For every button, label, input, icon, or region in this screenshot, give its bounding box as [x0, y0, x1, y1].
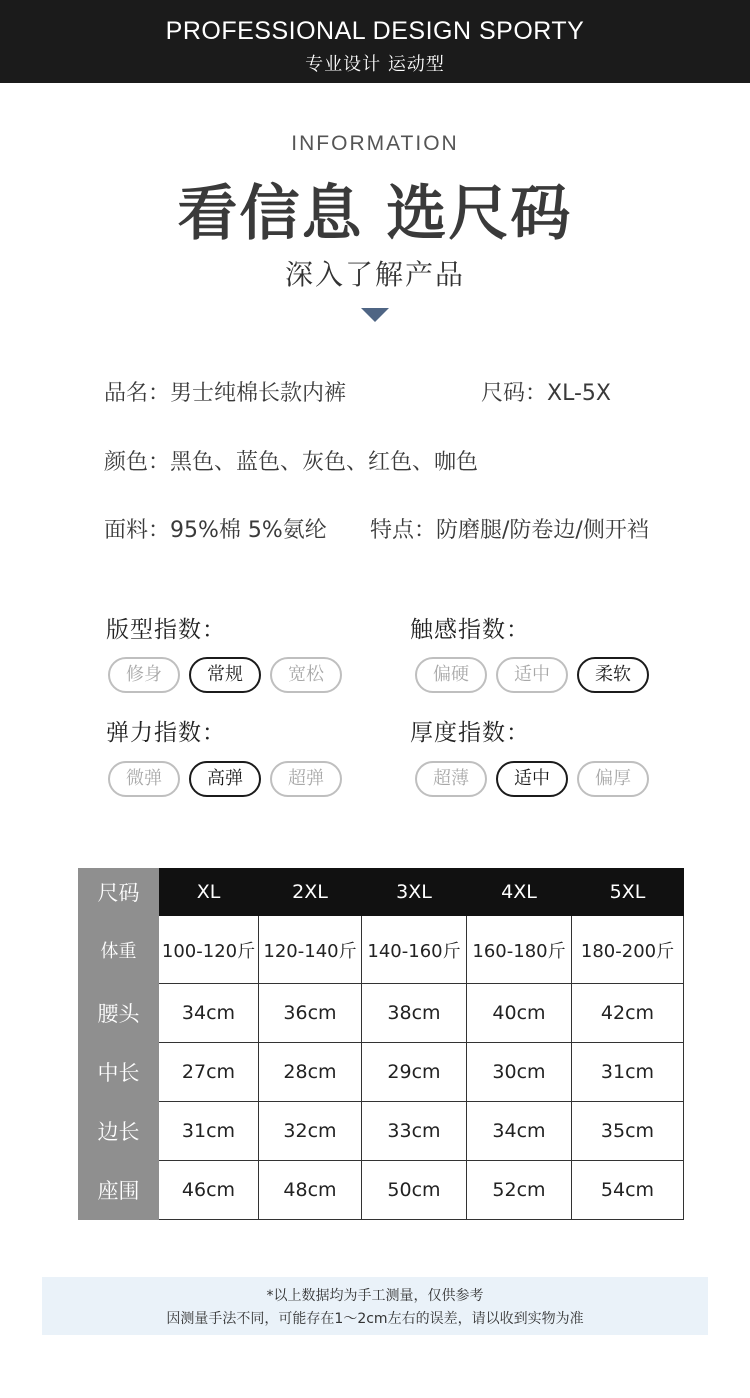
size-chart-header-row: [79, 869, 684, 916]
table-cell: 36cm: [259, 984, 362, 1043]
table-cell: 33cm: [362, 1102, 467, 1161]
elastic-option: 微弹: [108, 761, 180, 797]
row-label-cell: 体重: [79, 916, 159, 984]
product-features: 特点：防磨腿/防卷边/侧开裆: [370, 518, 649, 543]
touch-index-title: 触感指数：: [410, 617, 530, 643]
size-chart-table: [78, 868, 684, 1220]
touch-option: 偏硬: [415, 657, 487, 693]
section-title-cn: 看信息 选尺码: [177, 179, 573, 249]
fit-option: 修身: [108, 657, 180, 693]
fit-index-title: 版型指数：: [106, 617, 226, 643]
elastic-option: 高弹: [189, 761, 261, 797]
measurement-note: [42, 1277, 708, 1335]
header-title-cn: 专业设计 运动型: [305, 54, 445, 75]
table-header-cell: 尺码: [79, 869, 159, 916]
table-header-cell: 2XL: [259, 869, 362, 916]
section-title-en: INFORMATION: [291, 132, 459, 155]
fit-option: 宽松: [270, 657, 342, 693]
table-header-cell: 3XL: [362, 869, 467, 916]
table-row: [79, 1043, 684, 1102]
table-cell: 42cm: [572, 984, 684, 1043]
table-cell: 34cm: [159, 984, 259, 1043]
table-cell: 31cm: [572, 1043, 684, 1102]
table-cell: 35cm: [572, 1102, 684, 1161]
table-header-cell: 4XL: [467, 869, 572, 916]
row-label-cell: 座围: [79, 1161, 159, 1220]
note-line-2: 因测量手法不同，可能存在1～2cm左右的误差，请以收到实物为准: [166, 1311, 584, 1327]
table-row: [79, 1161, 684, 1220]
table-cell: 50cm: [362, 1161, 467, 1220]
table-cell: 38cm: [362, 984, 467, 1043]
row-label-cell: 边长: [79, 1102, 159, 1161]
table-cell: 32cm: [259, 1102, 362, 1161]
table-row: [79, 984, 684, 1043]
thickness-option: 偏厚: [577, 761, 649, 797]
product-fabric: 面料：95%棉 5%氨纶: [104, 518, 327, 543]
table-cell: 180-200斤: [572, 916, 684, 984]
touch-option: 柔软: [577, 657, 649, 693]
thickness-option: 适中: [496, 761, 568, 797]
product-name: 品名：男士纯棉长款内裤: [104, 381, 347, 406]
row-label-cell: 腰头: [79, 984, 159, 1043]
table-cell: 140-160斤: [362, 916, 467, 984]
thickness-option: 超薄: [415, 761, 487, 797]
header-banner: [0, 0, 750, 83]
table-cell: 30cm: [467, 1043, 572, 1102]
table-header-cell: XL: [159, 869, 259, 916]
table-cell: 34cm: [467, 1102, 572, 1161]
table-cell: 31cm: [159, 1102, 259, 1161]
table-cell: 100-120斤: [159, 916, 259, 984]
touch-option: 适中: [496, 657, 568, 693]
table-cell: 46cm: [159, 1161, 259, 1220]
triangle-down-icon: [361, 308, 389, 322]
fit-option: 常规: [189, 657, 261, 693]
table-cell: 48cm: [259, 1161, 362, 1220]
thickness-index-title: 厚度指数：: [410, 720, 530, 746]
table-cell: 29cm: [362, 1043, 467, 1102]
table-cell: 28cm: [259, 1043, 362, 1102]
elastic-option: 超弹: [270, 761, 342, 797]
table-row: [79, 1102, 684, 1161]
table-cell: 52cm: [467, 1161, 572, 1220]
table-cell: 40cm: [467, 984, 572, 1043]
table-row: [79, 916, 684, 984]
table-cell: 120-140斤: [259, 916, 362, 984]
note-line-1: *以上数据均为手工测量，仅供参考: [266, 1288, 484, 1304]
table-cell: 27cm: [159, 1043, 259, 1102]
section-subtitle: 深入了解产品: [284, 258, 465, 291]
table-cell: 54cm: [572, 1161, 684, 1220]
row-label-cell: 中长: [79, 1043, 159, 1102]
table-header-cell: 5XL: [572, 869, 684, 916]
product-size-range: 尺码：XL-5X: [481, 381, 611, 406]
elastic-index-title: 弹力指数：: [106, 720, 226, 746]
product-colors: 颜色：黑色、蓝色、灰色、红色、咖色: [104, 450, 479, 475]
header-title-en: PROFESSIONAL DESIGN SPORTY: [165, 17, 585, 45]
table-cell: 160-180斤: [467, 916, 572, 984]
